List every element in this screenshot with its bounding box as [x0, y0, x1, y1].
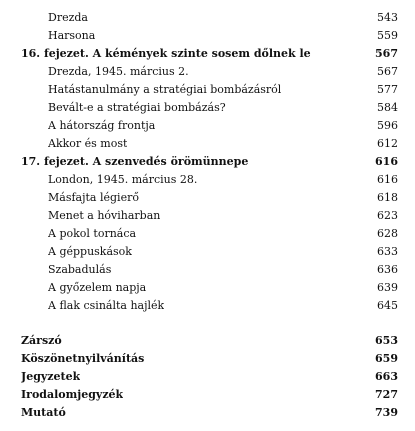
toc-chapter-title: 16. fejezet. A kémények szinte sosem dőlnek le — [21, 47, 311, 60]
toc-chapter-page: 616 — [375, 155, 398, 168]
toc-entry-title: Menet a hóviharban — [48, 209, 161, 222]
toc-entry — [0, 243, 415, 261]
toc-entry — [0, 63, 415, 81]
toc-back-matter-title: Jegyzetek — [21, 370, 81, 383]
toc-back-matter-title: Mutató — [21, 406, 66, 419]
toc-entry-page: 645 — [377, 299, 398, 312]
toc-back-matter-title: Zárszó — [21, 334, 62, 347]
toc-chapter-heading — [0, 45, 415, 63]
toc-back-matter-title: Köszönetnyilvánítás — [21, 352, 145, 365]
toc-entry-title: Harsona — [48, 29, 96, 42]
toc-entry-title: London, 1945. március 28. — [48, 173, 198, 186]
toc-entry-title: A pokol tornáca — [48, 227, 137, 240]
toc-entry-title: A győzelem napja — [48, 281, 147, 294]
toc-entry-page: 543 — [377, 11, 398, 24]
toc-entry — [0, 207, 415, 225]
toc-entry-title: Hatástanulmány a stratégiai bombázásról — [48, 83, 282, 96]
toc-back-matter-page: 727 — [375, 388, 398, 401]
toc-entry — [0, 117, 415, 135]
toc-entry-page: 616 — [377, 173, 398, 186]
toc-back-matter-entry — [0, 332, 415, 350]
toc-entry — [0, 279, 415, 297]
toc-entry-title: A hátország frontja — [48, 119, 156, 132]
toc-back-matter-page: 653 — [375, 334, 398, 347]
toc-entry-title: A flak csinálta hajlék — [48, 299, 165, 312]
toc-back-matter-title: Irodalomjegyzék — [21, 388, 124, 401]
toc-entry — [0, 81, 415, 99]
toc-entry-page: 596 — [377, 119, 398, 132]
toc-entry — [0, 189, 415, 207]
toc-entry-page: 559 — [377, 29, 398, 42]
toc-entry-page: 577 — [377, 83, 398, 96]
toc-back-matter-entry — [0, 368, 415, 386]
toc-entry-title: Szabadulás — [48, 263, 112, 276]
toc-chapter-title: 17. fejezet. A szenvedés örömünnepe — [21, 155, 249, 168]
toc-chapter-heading — [0, 153, 415, 171]
toc-entry-title: Bevált-e a stratégiai bombázás? — [48, 101, 226, 114]
toc-chapter-page: 567 — [375, 47, 398, 60]
toc-back-matter-page: 659 — [375, 352, 398, 365]
toc-entry — [0, 225, 415, 243]
toc-entry-page: 567 — [377, 65, 398, 78]
toc-entry — [0, 135, 415, 153]
toc-back-matter-page: 739 — [375, 406, 398, 419]
toc-entry — [0, 297, 415, 315]
toc-entry-page: 628 — [377, 227, 398, 240]
toc-entry-page: 623 — [377, 209, 398, 222]
toc-entry-title: Drezda, 1945. március 2. — [48, 65, 189, 78]
toc-entry — [0, 99, 415, 117]
toc-entry-page: 633 — [377, 245, 398, 258]
toc-back-matter-entry — [0, 386, 415, 404]
toc-entry-title: Akkor és most — [48, 137, 128, 150]
toc-entry-page: 584 — [377, 101, 398, 114]
toc-back-matter-entry — [0, 350, 415, 368]
toc-back-matter-page: 663 — [375, 370, 398, 383]
toc-entry-title: A géppuskások — [48, 245, 132, 258]
toc-entry-page: 639 — [377, 281, 398, 294]
toc-entry — [0, 171, 415, 189]
toc-entry — [0, 27, 415, 45]
toc-entry-page: 636 — [377, 263, 398, 276]
toc-entry-page: 612 — [377, 137, 398, 150]
toc-entry-title: Drezda — [48, 11, 88, 24]
toc-back-matter-entry — [0, 404, 415, 422]
toc-entry-title: Másfajta légierő — [48, 191, 139, 204]
toc-entry-page: 618 — [377, 191, 398, 204]
toc-entry — [0, 261, 415, 279]
toc-entry — [0, 9, 415, 27]
